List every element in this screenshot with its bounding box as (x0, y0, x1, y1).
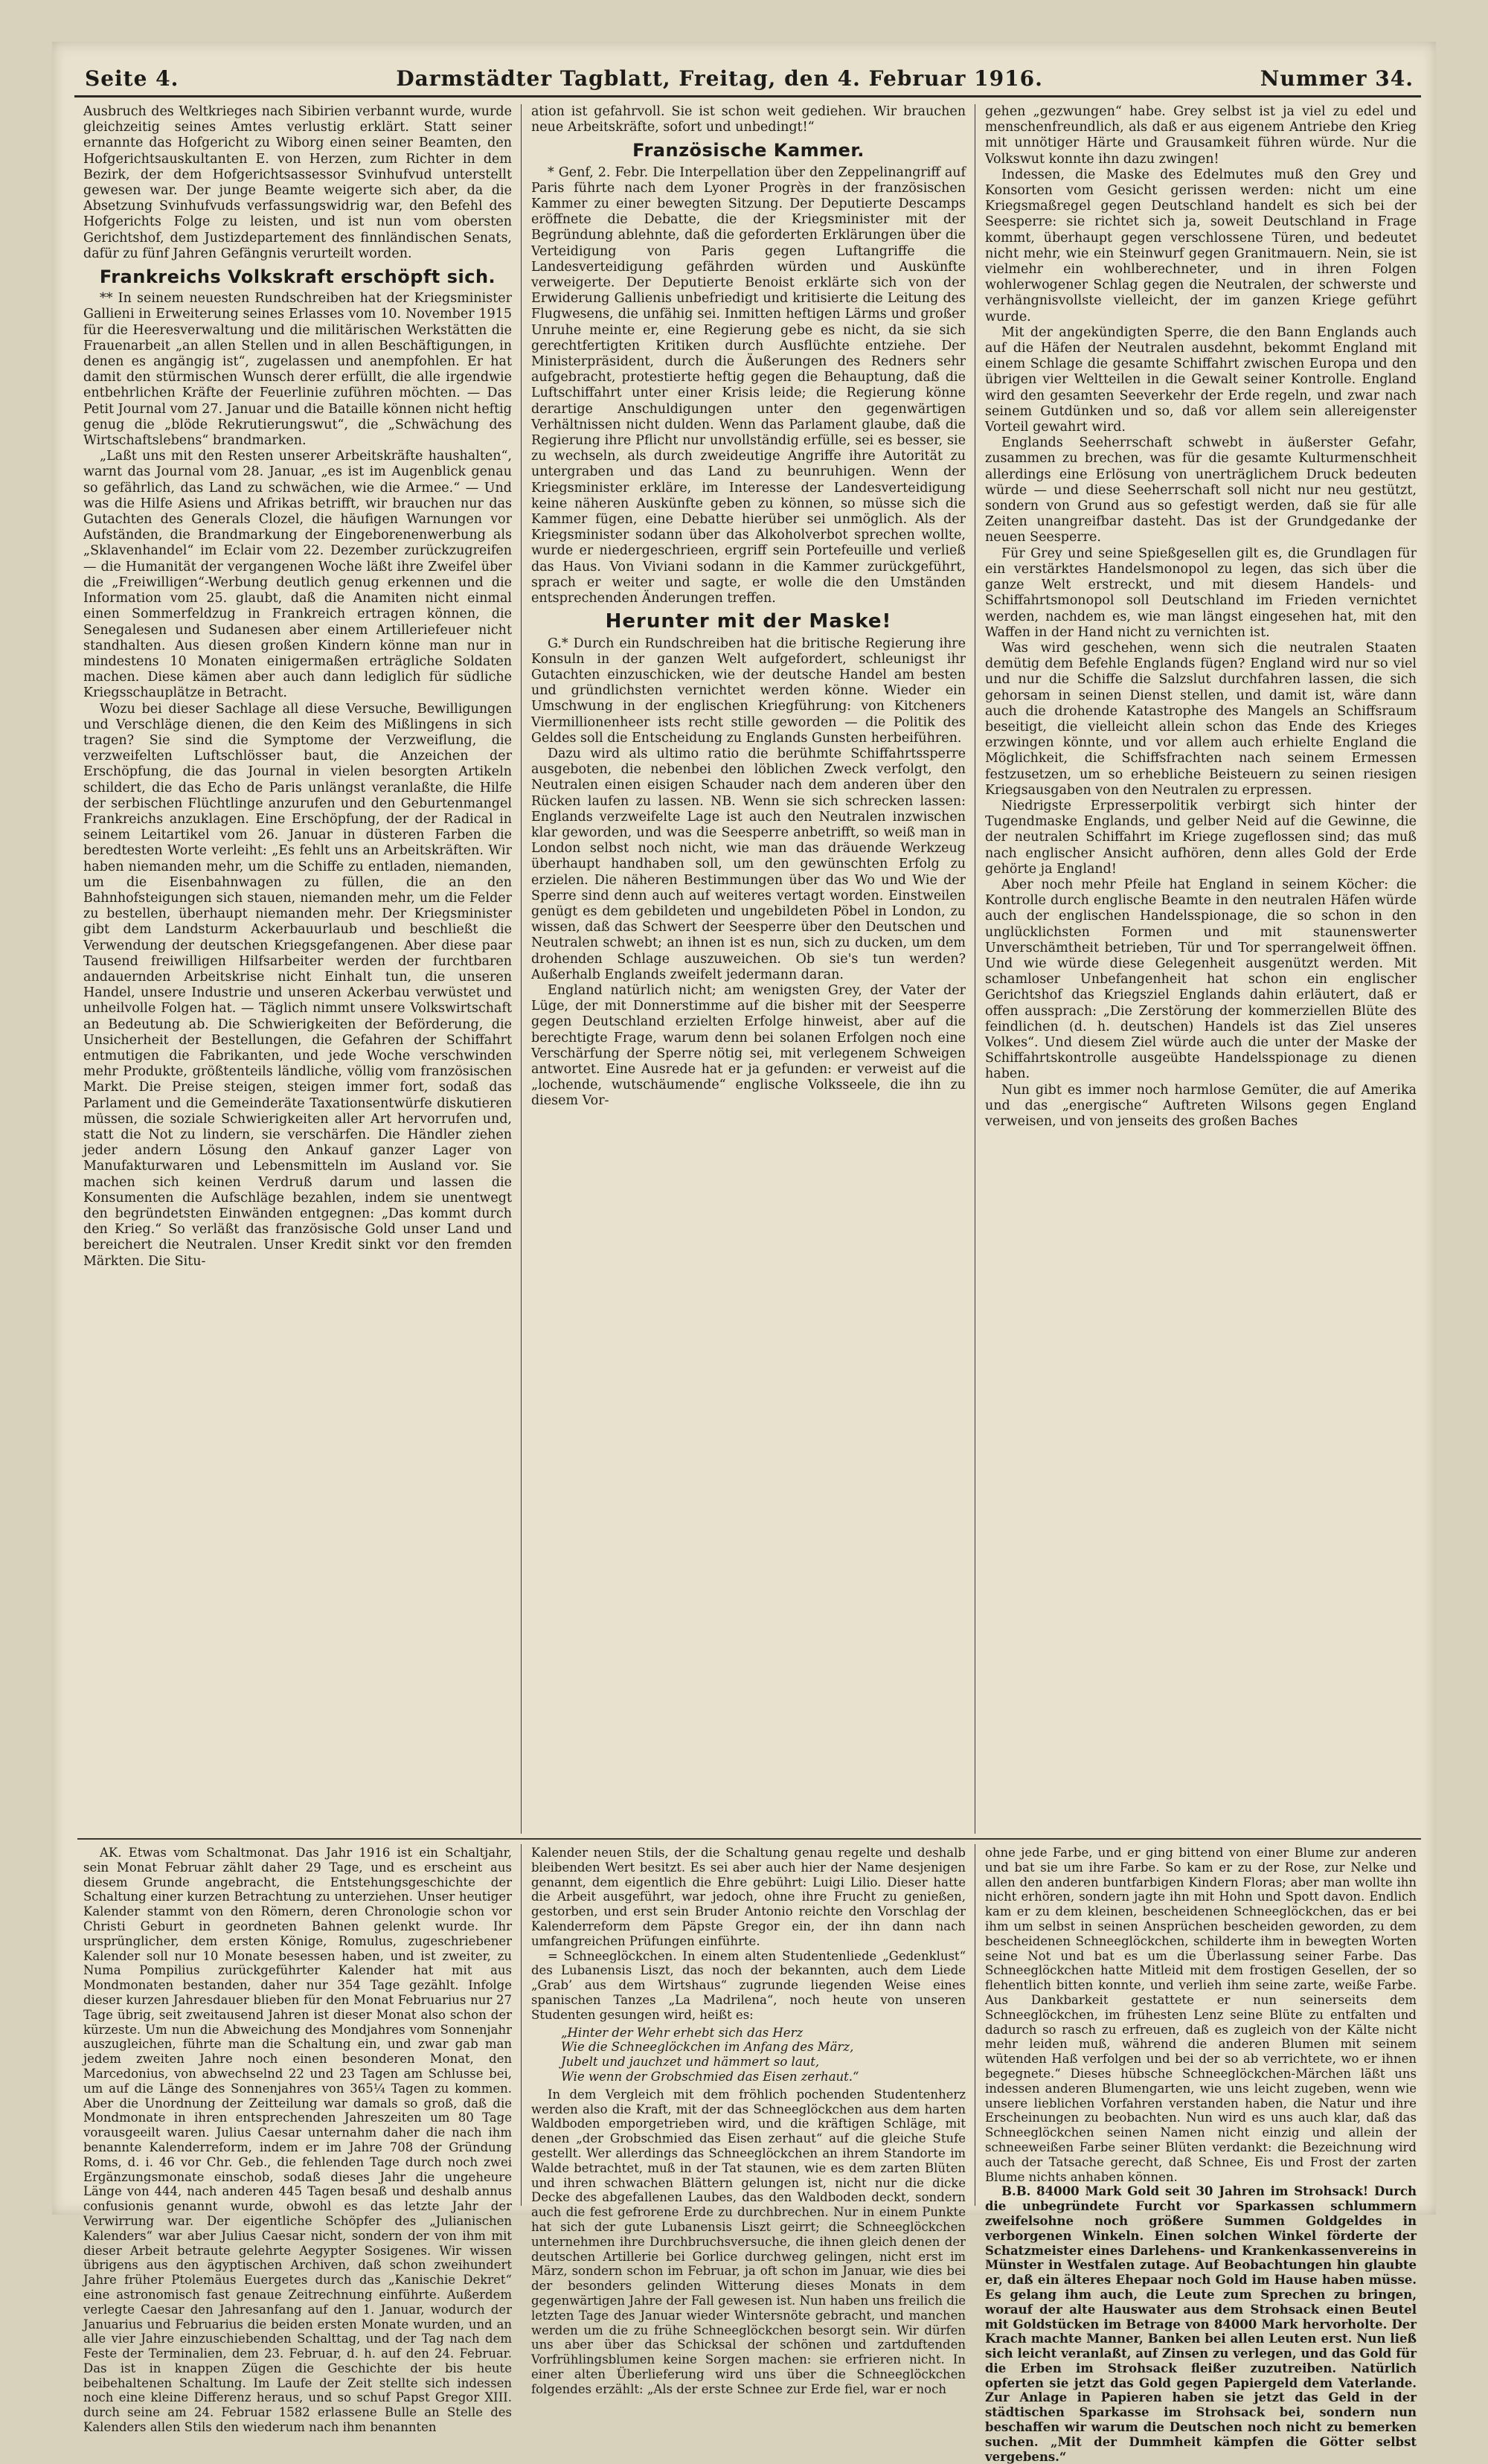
masthead: Darmstädter Tagblatt, Freitag, den 4. Februar 1916. (396, 66, 1043, 91)
paragraph: Nun gibt es immer noch harmlose Gemüter, die auf Amerika und das „energische“ Auftreten Wilsons gegen England verweisen, und von jenseits des großen Baches (985, 1082, 1417, 1129)
paragraph: Mit der angekündigten Sperre, die den Bann Englands auch auf die Häfen der Neutralen ausdehnt, bekommt England mit einem Schlage die gesamte Schiffahrt zwischen Europa und den übrigen vier Weltteilen in die Gewalt seiner Kontrolle. England wird den gesamten Seeverkehr der Erde regeln, und zwar nach seinem Gutdünken und so, daß vor allem sein allereigenster Vorteil gewahrt wird. (985, 324, 1417, 435)
paragraph: Wozu bei dieser Sachlage all diese Versuche, Bewilligungen und Verschläge dienen, die den Keim des Mißlingens in sich tragen? Sie sind die Symptome der Verzweiflung, die verzweifelten Luftschlösser baut, die Anzeichen der Erschöpfung, die das Journal in vielen besorgten Artikeln schildert, die das Echo de Paris unlängst veranlaßte, die Hilfe der serbischen Flüchtlinge anzurufen und den Geburtenmangel Frankreichs anzuklagen. Eine Erschöpfung, der der Radical in seinem Leitartikel vom 26. Januar in düsteren Farben die beredtesten Worte verleiht: „Es fehlt uns an Arbeitskräften. Wir haben niemanden mehr, um die Schiffe zu entladen, niemanden, um die Eisenbahnwagen zu füllen, die an den Bahnhofsteigungen sich stauen, niemanden mehr, um die Felder zu bestellen, überhaupt niemanden mehr. Der Kriegsminister gibt dem Landsturm Ackerbauurlaub und beschließt die Verwendung der deutschen Kriegsgefangenen. Aber diese paar Tausend freiwilligen Hilfsarbeiter werden der furchtbaren andauernden Arbeitskrise nicht Einhalt tun, die unseren Handel, unsere Industrie und unseren Ackerbau verwüstet und unheilvolle Folgen hat. — Täglich nimmt unsere Volkswirtschaft an Bedeutung ab. Die Schwierigkeiten der Beförderung, die Unsicherheit der Bestellungen, die Gefahren der Schiffahrt entmutigen die Fabrikanten, und jede Woche verschwinden mehr Produkte, größtenteils ländliche, völlig vom französischen Markt. Die Preise steigen, steigen immer fort, sodaß das Parlament und die Gemeinderäte Taxationsentwürfe diskutieren müssen, die soziale Schwierigkeiten aller Art hervorrufen und, statt die Not zu lindern, sie verschärfen. Die Händler ziehen jeder andern Lösung den Ankauf ganzer Lager von Manufakturwaren und Lebensmitteln im Ausland vor. Sie machen sich keinen Verdruß darum und lassen die Konsumenten die Aufschläge bezahlen, indem sie unentwegt den begründetsten Einwänden entgegnen: „Das kommt durch den Krieg.“ So verläßt das französische Gold unser Land und bereichert die Neutralen. Unser Kredit sinkt vor den fremden Märkten. Die Situ- (83, 701, 512, 1269)
paragraph: In dem Vergleich mit dem fröhlich pochenden Studentenherz werden also die Kraft, mit der das Schneeglöckchen aus dem harten Waldboden emporgetrieben wird, und die kräftigen Schläge, mit denen „der Grobschmied das Eisen zerhaut“ auf die gleiche Stufe gestellt. Wer allerdings das Schneeglöckchen an ihrem Standorte im Walde betrachtet, muß in der Tat staunen, wie es dem zarten Blüten und ihren schwachen Blättern gelungen ist, nicht nur die dicke Decke des abgefallenen Laubes, das den Waldboden deckt, sondern auch die fest gefrorene Erde zu durchbrechen. Nur in einem Punkte hat sich der gute Lubanensis Liszt geirrt; die Schneeglöckchen unternehmen ihre Durchbruchsversuche, die ihnen gleich denen der deutschen Artillerie bei Gorlice durchweg gelingen, nicht erst im März, sondern schon im Februar, ja oft schon im Januar, wie dies bei der besonders gelinden Witterung dieses Monats in dem gegenwärtigen Jahre der Fall gewesen ist. Nun haben uns freilich die letzten Tage des Januar wieder Wintersnöte gebracht, und manchen werden um die zu frühe Schneeglöckchen besorgt sein. Wir dürfen uns aber über das Schicksal der schönen und zartduftenden Vorfrühlingsblumen keine Sorgen machen: sie erfrieren nicht. In einer alten Überlieferung wird uns über die Schneeglöckchen folgendes erzählt: „Als der erste Schnee zur Erde fiel, war er noch (531, 2087, 966, 2396)
feuilleton-column-2 (531, 1846, 966, 2396)
column-3 (985, 104, 1417, 1832)
paragraph: G.* Durch ein Rundschreiben hat die britische Regierung ihre Konsuln in der ganzen Welt aufgefordert, schleunigst ihr Gutachten einzuschicken, wie der deutsche Handel am besten und gründlichsten vernichtet werden könne. Wieder ein Umschwung in der englischen Kriegführung: von Kitcheners Viermillionenheer ists recht stille geworden — die Politik des Geldes soll die Entscheidung zu Englands Gunsten herbeiführen. (531, 636, 966, 746)
article-continuation: gehen „gezwungen“ habe. Grey selbst ist ja viel zu edel und menschenfreundlich, als daß er aus eigenem Antriebe den Krieg mit unnötiger Härte und Grausamkeit führen würde. Nur die Volkswut konnte ihn dazu zwingen! (985, 104, 1417, 167)
paragraph: = Schneeglöckchen. In einem alten Studentenliede „Gedenklust“ des Lubanensis Liszt, das noch der bekannten, auch dem Liede „Grab’ aus dem Wirtshaus“ zugrunde liegenden Weise eines spanischen Tanzes „La Madrilena“, noch heute von unseren Studenten gesungen wird, heißt es: (531, 1948, 966, 2022)
poem: „Hinter der Wehr erhebt sich das Herz Wie die Schneeglöckchen im Anfang des März, Jubelt und jauchzet und hämmert so laut, Wie wenn der Grobschmied das Eisen zerhaut.“ (561, 2025, 859, 2084)
paragraph: Aber noch mehr Pfeile hat England in seinem Köcher: die Kontrolle durch englische Beamte in den neutralen Häfen würde auch der englischen Handelsspionage, die so schon in den unglücklichsten Formen und mit staunenswerter Unverschämtheit betrieben, Tür und Tor sperrangelweit öffnen. Und wie würde diese Gelegenheit ausgenützt werden. Mit schamloser Unbefangenheit hat schon ein englischer Gerichtshof das Kriegsziel Englands dahin erläutert, daß er offen aussprach: „Die Zerstörung der kommerziellen Blüte des feindlichen (d. h. deutschen) Handels ist das Ziel unseres Volkes“. Und diesem Ziel würde auch die unter der Maske der Schiffahrtskontrolle ausgeübte Handelsspionage zu dienen haben. (985, 877, 1417, 1082)
feuilleton-column-1 (83, 1846, 512, 2435)
paragraph: Niedrigste Erpresserpolitik verbirgt sich hinter der Tugendmaske Englands, und gelber Neid auf die Gewinne, die der neutralen Schiffahrt im Kriege zugeflossen sind; das muß nach englischer Ansicht aufhören, denn alles Gold der Erde gehörte ja England! (985, 798, 1417, 877)
article-heading: Herunter mit der Maske! (605, 610, 892, 633)
page-number: Seite 4. (85, 66, 179, 91)
paragraph: Englands Seeherrschaft schwebt in äußerster Gefahr, zusammen zu brechen, was für die gesamte Kulturmenschheit allerdings eine Erlösung von unerträglichem Druck bedeuten würde — und diese Seeherrschaft soll nicht nur neu gestützt, sondern von Grund aus so gefestigt werden, daß sie für alle Zeiten unangreifbar dasteht. Das ist der Grundgedanke der neuen Seesperre. (985, 435, 1417, 545)
column-divider-3 (521, 1844, 522, 2206)
issue-number: Nummer 34. (1260, 66, 1414, 91)
paragraph: ** In seinem neuesten Rundschreiben hat der Kriegsminister Gallieni in Erweiterung seines Erlasses vom 10. November 1915 für die Heeresverwaltung und die militärischen Werkstätten die Frauenarbeit „an allen Stellen und in allen Beschäftigungen, in denen es angängig ist“, zugelassen und anempfohlen. Er hat damit den stürmischen Wunsch derer erfüllt, die alle irgendwie entbehrlichen Kräfte der Feuerlinie zuführen möchten. — Das Petit Journal vom 27. Januar und die Bataille können nicht heftig genug die „blöde Rekrutierungswut“, die „Schwächung des Wirtschaftslebens“ brandmarken. (83, 291, 512, 449)
newspaper-page (52, 42, 1436, 2464)
paragraph: ohne jede Farbe, und er ging bittend von einer Blume zur anderen und bat sie um ihre Farbe. So kam er zu der Rose, zur Nelke und allen den anderen buntfarbigen Kindern Floras; aber man wollte ihn nicht erhören, sondern jagte ihn mit Hohn und Spott davon. Endlich kam er zu dem kleinen, bescheidenen Schneeglöckchen, das er bei ihm um selbst in seinen Ansprüchen bescheiden geworden, zu dem bescheidenen Schneeglöckchen, schilderte ihm in bewegten Worten seine Not und bat es um die Überlassung seiner Farbe. Das Schneeglöckchen hatte Mitleid mit dem frostigen Gesellen, der so flehentlich bitten konnte, und verlieh ihm seine zarte, weiße Farbe. Aus Dankbarkeit gestattete er nun seinerseits dem Schneeglöckchen, im frühesten Lenz seine Blüte zu entfalten und dadurch so rasch zu erfreuen, daß es zugleich von der Kälte nicht mehr leiden muß, während die anderen Blumen mit seinem wütenden Haß verfolgen und bei der so ab verrichtete, wo er ihnen begegnete.“ Dieses hübsche Schneeglöckchen-Märchen läßt uns indessen anderen Blumengarten, wie uns leicht zugeben, wenn wie unsere lieblichen Vorfahren verstanden haben, die Natur und ihre Erscheinungen zu beobachten. Nun wird es uns auch klar, daß das Schneeglöckchen seinen Namen nicht einzig und allein der schneeweißen Farbe seiner Blüten verdankt: die Bezeichnung wird auch der Tatsache gerecht, daß Schnee, Eis und Frost der zarten Blume nichts anhaben können. (985, 1846, 1417, 2184)
feuilleton-rule (77, 1838, 1421, 1840)
paragraph: Indessen, die Maske des Edelmutes muß den Grey und Konsorten vom Gesicht gerissen werden: nicht um eine Kriegsmaßregel gegen Deutschland handelt es sich bei der Seesperre: sie richtet sich ja, soweit Deutschland in Frage kommt, überhaupt gegen verschlossene Türen, und bedeutet nicht mehr, wie ein Steinwurf gegen Granitmauern. Nein, sie ist vielmehr ein wohlberechneter, und in ihren Folgen wohlerwogener Schlag gegen die Neutralen, der schwerste und verhängnisvollste vielleicht, der im ganzen Kriege geführt wurde. (985, 167, 1417, 324)
paragraph: Was wird geschehen, wenn sich die neutralen Staaten demütig dem Befehle Englands fügen? England wird nur so viel und nur die Schiffe die Salzslut durchfahren lassen, die sich gehorsam in seinen Dienst stellen, und damit ist, wäre dann auch die drohende Katastrophe des Mangels an Schiffsraum beseitigt, die vielleicht allein schon das Ende des Krieges erzwingen könnte, und vor allem auch erhielte England die Möglichkeit, die Schiffsfrachten nach seinem Ermessen festzusetzen, um so erhebliche Beisteuern zu seinen riesigen Kriegsausgaben von den Neutralen zu erpressen. (985, 640, 1417, 798)
page-header (52, 55, 1436, 91)
paragraph: Für Grey und seine Spießgesellen gilt es, die Grundlagen für ein verstärktes Handelsmonopol zu legen, das sich über die ganze Welt erstreckt, und mit diesem Handels- und Schiffahrtsmonopol soll Deutschland im Frieden vernichtet werden, nachdem es, wie man längst eingesehen hat, mit den Waffen in der Hand nicht zu vernichten ist. (985, 545, 1417, 640)
paragraph: * Genf, 2. Febr. Die Interpellation über den Zeppelinangriff auf Paris führte nach dem Lyoner Progrès in der französischen Kammer zu einer bewegten Sitzung. Der Deputierte Descamps eröffnete die Debatte, die der Kriegsminister mit der Begründung ablehnte, daß die geforderten Erklärungen über die Verteidigung von Paris gegen Luftangriffe die Landesverteidigung gefährden würden und Auskünfte verweigerte. Der Deputierte Benoist erklärte sich von der Erwiderung Gallienis unbefriedigt und kritisierte die Leitung des Flugwesens, die unfähig sei. Inmitten heftigen Lärms und großer Unruhe meinte er, eine Regierung gebe es nicht, da sie sich gerechtfertigten Kritiken durch Ausflüchte entziehe. Der Ministerpräsident, durch die Äußerungen des Redners sehr aufgebracht, protestierte heftig gegen die Behauptung, daß die Luftschiffahrt unter einer Krisis leide; die Regierung könne derartige Anschuldigungen unter den gegenwärtigen Verhältnissen nicht dulden. Wenn das Parlament glaube, daß die Regierung ihre Pflicht nur unvollständig erfülle, sei es besser, sie zu wechseln, als durch zweideutige Angriffe ihre Autorität zu untergraben und das Land zu beunruhigen. Wenn der Kriegsminister erkläre, im Interesse der Landesverteidigung keine näheren Auskünfte geben zu können, so müsse sich die Kammer fügen, eine Debatte hierüber sei unmöglich. Als der Kriegsminister sodann über das Alkoholverbot sprechen wollte, wurde er niedergeschrieen, ergriff sein Portefeuille und verließ das Haus. Von Viviani sodann in die Kammer zurückgeführt, sprach er weiter und sagte, er wolle die den Umständen entsprechenden Änderungen treffen. (531, 164, 966, 607)
column-1 (83, 104, 512, 1832)
article-continuation: Ausbruch des Weltkrieges nach Sibirien verbannt wurde, wurde gleichzeitig seines Amtes verlustig erklärt. Statt seiner ernannte das Hofgericht zu Wiborg einen seiner Beamten, den Hofgerichtsauskultanten E. von Herzen, zum Richter in dem Bezirk, der dem Hofgerichtsassessor Svinhufvud unterstellt gewesen war. Der junge Beamte weigerte sich aber, da die Absetzung Svinhufvuds verfassungswidrig war, den Befehl des Hofgerichts Folge zu leisten, und ist nun vom obersten Gerichtshof, dem Justizdepartement des finnländischen Senats, dafür zu fünf Jahren Gefängnis verurteilt worden. (83, 104, 512, 261)
paragraph: „Laßt uns mit den Resten unserer Arbeitskräfte haushalten“, warnt das Journal vom 28. Januar, „es ist im Augenblick genau so gefährlich, das Land zu schwächen, wie die Armee.“ — Und was die Hilfe Asiens und Afrikas betrifft, wir brauchen nur das Gutachten des Generals Clozel, die häufigen Warnungen vor Aufständen, die Brandmarkung der Eingeborenenwerbung als „Sklavenhandel“ im Eclair vom 22. Dezember zurückzugreifen — die Humanität der vergangenen Woche läßt ihre Zweifel über die „Freiwilligen“-Werbung deutlich genug erkennen und die Information vom 25. glaubt, daß die Anamiten nicht einmal einen Sommerfeldzug in Frankreich ertragen können, die Senegalesen und Sudanesen aber einem Artilleriefeuer nicht standhalten. Aus diesen großen Kindern könne man nur in mindestens 10 Monaten einigermaßen erträgliche Soldaten machen. Diese kämen aber auch dann lediglich für südliche Kriegsschauplätze in Betracht. (83, 449, 512, 701)
paragraph: England natürlich nicht; am wenigsten Grey, der Vater der Lüge, der mit Donnerstimme auf die bisher mit der Seesperre gegen Deutschland erzielten Erfolge hinweist, aber auf die berechtigte Frage, warum denn bei solanen Erfolgen noch eine Verschärfung der Sperre nötig sei, mit verlegenem Schweigen antwortet. Eine Ausrede hat er ja gefunden: er verweist auf die „lochende, wutschäumende“ englische Volksseele, die ihn zu diesem Vor- (531, 982, 966, 1109)
paragraph: Kalender neuen Stils, der die Schaltung genau regelte und deshalb bleibenden Wert besitzt. Es sei aber auch hier der Name desjenigen genannt, dem eigentlich die Ehre gebührt: Luigi Lilio. Dieser hatte die Arbeit ausgeführt, war jedoch, ohne ihre Frucht zu genießen, gestorben, und erst sein Bruder Antonio reichte den Vorschlag der Kalenderreform dem Päpste Gregor ein, der ihn dann nach umfangreichen Prüfungen einführte. (531, 1846, 966, 1948)
column-divider-1 (521, 104, 522, 1834)
paragraph: Dazu wird als ultimo ratio die berühmte Schiffahrtssperre ausgeboten, die nebenbei den löblichen Zweck verfolgt, den Neutralen einen eisigen Schauder nach dem anderen über den Rücken laufen zu lassen. NB. Wenn sie sich schrecken lassen: Englands verzweifelte Lage ist auch den Neutralen inzwischen klar geworden, und was die Seesperre anbetrifft, so weiß man in London selbst noch nicht, wie man das dräuende Werkzeug überhaupt handhaben soll, um den gewünschten Erfolg zu erzielen. Die näheren Bestimmungen über das Wo und Wie der Sperre sind denn auch auf weiteres vertagt worden. Einstweilen genügt es dem gebildeten und ungebildeten Pöbel in London, zu wissen, daß das Schwert der Seesperre über den Deutschen und Neutralen schwebt; an ihnen ist es nun, sich zu ducken, um dem drohenden Schlage auszuweichen. Ob sie's tun werden? Außerhalb Englands zweifelt jedermann daran. (531, 746, 966, 982)
article-continuation: ation ist gefahrvoll. Sie ist schon weit gediehen. Wir brauchen neue Arbeitskräfte, sofort und unbedingt!“ (531, 104, 966, 135)
article-heading: Frankreichs Volkskraft erschöpft sich. (99, 266, 496, 288)
header-rule (74, 95, 1421, 97)
paragraph: AK. Etwas vom Schaltmonat. Das Jahr 1916 ist ein Schaltjahr, sein Monat Februar zählt daher 29 Tage, und es erscheint aus diesem Grunde angebracht, die Entstehungsgeschichte der Schaltung einer kurzen Betrachtung zu unterziehen. Unser heutiger Kalender stammt von den Römern, deren Chronologie schon vor Christi Geburt in geordneten Bahnen gelenkt wurde. Ihr ursprünglicher, dem ersten Könige, Romulus, zugeschriebener Kalender soll nur 10 Monate besessen haben, und ist zweiter, zu Numa Pompilius zurückgeführter Kalender hat mit aus Mondmonaten bestanden, daher nur 354 Tage gezählt. Infolge dieser kurzen Jahresdauer blieben für den Monat Februarius nur 27 Tage übrig, seit zweitausend Jahren ist dieser Monat also schon der kürzeste. Um nun die Abweichung des Mondjahres vom Sonnenjahr auszugleichen, führte man die Schaltung ein, und zwar gab man jedem zweiten Jahre noch einen besonderen Monat, den Marcedonius, von abwechselnd 22 und 23 Tagen am Schlusse bei, um auf die Länge des Sonnenjahres von 365¼ Tagen zu kommen. Aber die Unordnung der Zeitteilung war damals so groß, daß die Mondmonate in ihren entsprechenden Jahreszeiten um 80 Tage vorausgeeilt waren. Julius Caesar unternahm daher die nach ihm benannte Kalenderreform, indem er im Jahre 708 der Gründung Roms, d. i. 46 vor Chr. Geb., die fehlenden Tage durch noch zwei Ergänzungsmonate einschob, sodaß dieses Jahr die ungeheure Länge von 444, nach anderen 445 Tagen besaß und deshalb annus confusionis genannt wurde, obwohl es das letzte Jahr der Verwirrung war. Der eigentliche Schöpfer des „Julianischen Kalenders“ war aber Julius Caesar nicht, sondern der von ihm mit dieser Arbeit betraute gelehrte Aegypter Sosigenes. Wir wissen übrigens aus den ägyptischen Archiven, daß schon zweihundert Jahre früher Ptolemäus Euergetes durch das „Kanischie Dekret“ eine astronomisch fast genaue Zeitrechnung einführte. Außerdem verlegte Caesar den Jahresanfang auf den 1. Januar, wodurch der Januarius und Februarius die beiden ersten Monate wurden, und an alle vier Jahre einzuschiebenden Schalttag, und der Tag nach dem Feste der Terminalien, dem 23. Februar, d. h. auf den 24. Februar. Das ist in knappen Zügen die Geschichte der bis heute beibehaltenen Schaltung. Im Laufe der Zeit stellte sich indessen noch eine kleine Differenz heraus, und so schuf Papst Gregor XIII. durch seine am 24. Februar 1582 erlassene Bulle an Stelle des Kalenders allen Stils den wiederum nach ihm benannten (83, 1846, 512, 2435)
column-2 (531, 104, 966, 1832)
article-heading: Französische Kammer. (632, 140, 865, 161)
feuilleton-column-3 (985, 1846, 1417, 2464)
paragraph: B.B. 84000 Mark Gold seit 30 Jahren im Strohsack! Durch die unbegründete Furcht vor Sparkassen schlummern zweifelsohne noch größere Summen Goldgeldes in verborgenen Winkeln. Einen solchen Winkel förderte der Schatzmeister eines Darlehens- und Krankenkassenvereins in Münster in Westfalen zutage. Auf Beobachtungen hin glaubte er, daß ein älteres Ehepaar noch Gold im Hause haben müsse. Es gelang ihm auch, die Leute zum Sprechen zu bringen, worauf der alte Hauswater aus dem Strohsack einen Beutel mit Goldstücken im Betrage von 84000 Mark hervorholte. Der Krach machte Manner, Banken bei allen Leuten erst. Nun ließ sich leicht veranlaßt, auf Zinsen zu verlegen, und das Gold für die Erben im Strohsack fleißer zuzutreiben. Natürlich opferten sie jetzt das Gold gegen Papiergeld dem Vaterlande. Zur Anlage in Papieren haben sie jetzt das Geld in der städtischen Sparkasse im Strohsack bei, sondern nun beschaffen wir warum die Deutschen noch nicht zu bemerken suchen. „Mit der Dummheit kämpfen die Götter selbst vergebens.“ (985, 2184, 1417, 2464)
